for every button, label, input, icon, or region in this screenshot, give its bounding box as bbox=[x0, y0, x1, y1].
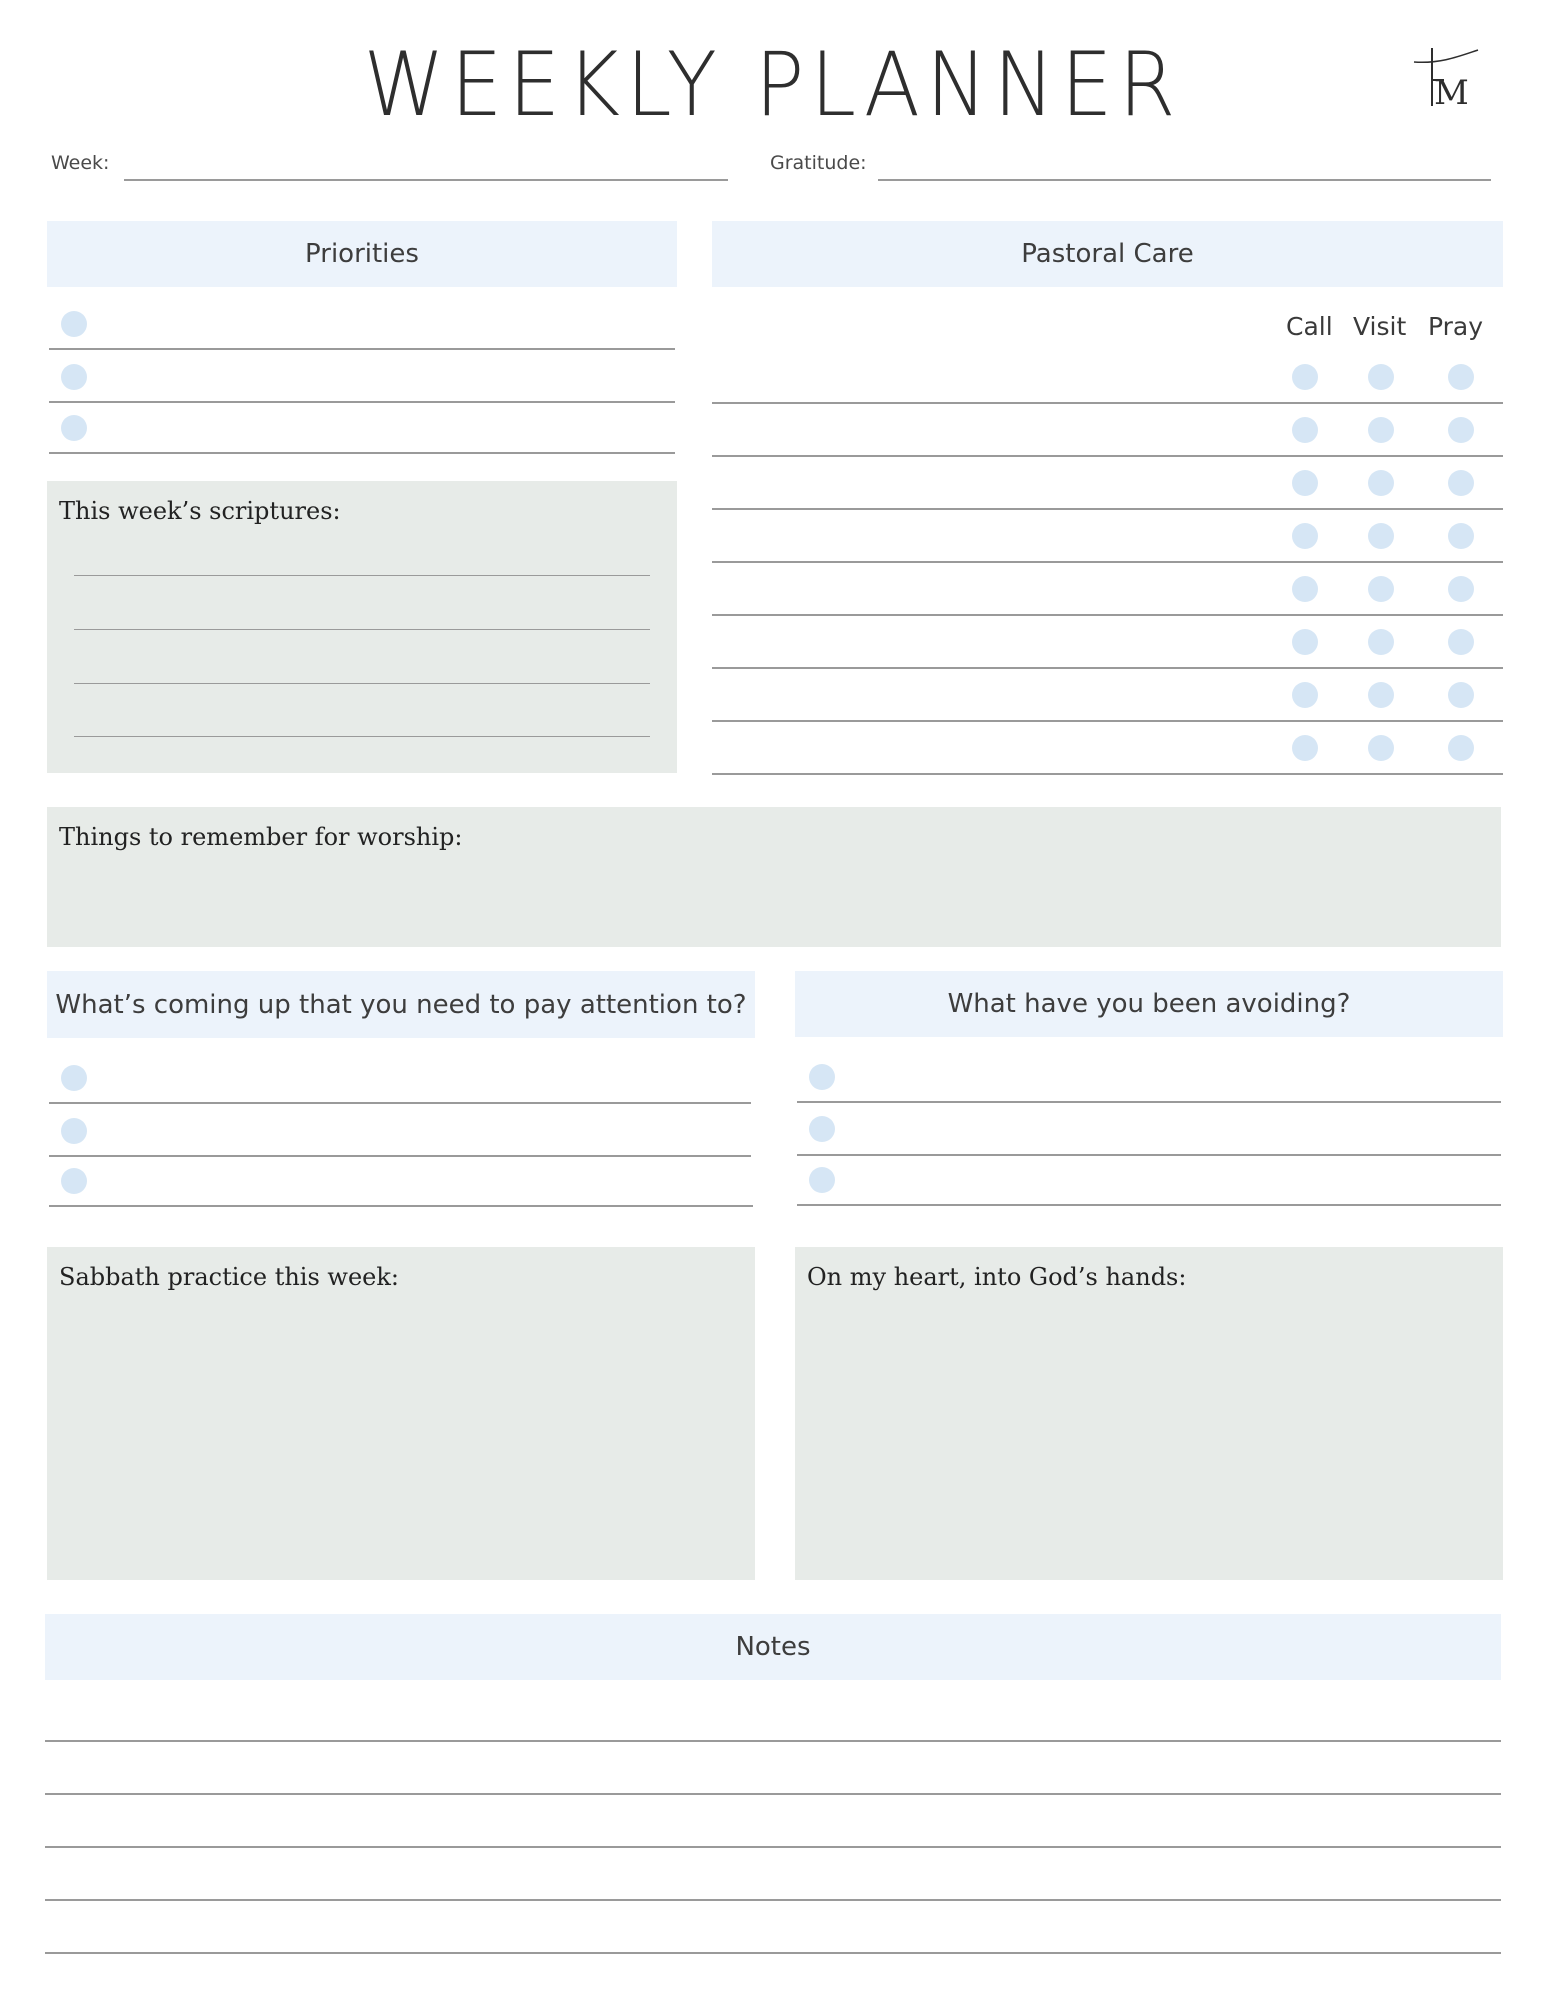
pastoral-pray-checkbox[interactable] bbox=[1448, 735, 1474, 761]
scripture-line[interactable] bbox=[74, 736, 650, 737]
pastoral-pray-checkbox[interactable] bbox=[1448, 364, 1474, 390]
pastoral-call-checkbox[interactable] bbox=[1292, 417, 1318, 443]
svg-text:M: M bbox=[1434, 73, 1469, 113]
notes-line[interactable] bbox=[45, 1846, 1501, 1848]
pastoral-visit-checkbox[interactable] bbox=[1368, 470, 1394, 496]
list-line[interactable] bbox=[49, 1102, 751, 1104]
scriptures-label: This week’s scriptures: bbox=[59, 497, 341, 525]
column-pray: Pray bbox=[1428, 312, 1484, 341]
priorities-title: Priorities bbox=[305, 239, 419, 269]
checkbox[interactable] bbox=[61, 1168, 87, 1194]
pastoral-name-line[interactable] bbox=[712, 508, 1503, 510]
notes-line[interactable] bbox=[45, 1740, 1501, 1742]
pastoral-pray-checkbox[interactable] bbox=[1448, 576, 1474, 602]
pastoral-visit-checkbox[interactable] bbox=[1368, 576, 1394, 602]
checkbox[interactable] bbox=[61, 1118, 87, 1144]
notes-line[interactable] bbox=[45, 1899, 1501, 1901]
coming-up-header bbox=[47, 971, 755, 1038]
pastoral-call-checkbox[interactable] bbox=[1292, 682, 1318, 708]
pastoral-visit-checkbox[interactable] bbox=[1368, 364, 1394, 390]
pastoral-visit-checkbox[interactable] bbox=[1368, 735, 1394, 761]
pastoral-visit-checkbox[interactable] bbox=[1368, 523, 1394, 549]
heart-box bbox=[795, 1247, 1503, 1580]
notes-title: Notes bbox=[735, 1632, 811, 1662]
scriptures-box bbox=[47, 481, 677, 773]
worship-label: Things to remember for worship: bbox=[59, 823, 463, 851]
pastoral-pray-checkbox[interactable] bbox=[1448, 417, 1474, 443]
notes-line[interactable] bbox=[45, 1793, 1501, 1795]
pastoral-name-line[interactable] bbox=[712, 561, 1503, 563]
gratitude-input-line[interactable] bbox=[878, 179, 1491, 181]
pastoral-name-line[interactable] bbox=[712, 720, 1503, 722]
pastoral-call-checkbox[interactable] bbox=[1292, 523, 1318, 549]
gratitude-label: Gratitude: bbox=[770, 152, 867, 174]
list-line[interactable] bbox=[49, 452, 675, 454]
priorities-header bbox=[47, 221, 677, 287]
scripture-line[interactable] bbox=[74, 575, 650, 576]
pastoral-name-line[interactable] bbox=[712, 773, 1503, 775]
checkbox[interactable] bbox=[809, 1167, 835, 1193]
pastoral-pray-checkbox[interactable] bbox=[1448, 629, 1474, 655]
pastoral-call-checkbox[interactable] bbox=[1292, 576, 1318, 602]
checkbox[interactable] bbox=[61, 311, 87, 337]
pastoral-visit-checkbox[interactable] bbox=[1368, 682, 1394, 708]
avoiding-header bbox=[795, 971, 1503, 1037]
coming-up-title: What’s coming up that you need to pay attention to? bbox=[55, 989, 747, 1020]
list-line[interactable] bbox=[49, 1155, 751, 1157]
column-visit: Visit bbox=[1353, 312, 1407, 341]
checkbox[interactable] bbox=[809, 1064, 835, 1090]
page-title: WEEKLY PLANNER bbox=[363, 34, 1182, 137]
checkbox[interactable] bbox=[809, 1116, 835, 1142]
pastoral-name-line[interactable] bbox=[712, 614, 1503, 616]
pastoral-name-line[interactable] bbox=[712, 667, 1503, 669]
pastoral-pray-checkbox[interactable] bbox=[1448, 470, 1474, 496]
list-line[interactable] bbox=[797, 1101, 1501, 1103]
pastoral-call-checkbox[interactable] bbox=[1292, 629, 1318, 655]
worship-box bbox=[47, 807, 1501, 947]
pastoral-name-line[interactable] bbox=[712, 455, 1503, 457]
list-line[interactable] bbox=[49, 401, 675, 403]
avoiding-title: What have you been avoiding? bbox=[947, 989, 1351, 1019]
pastoral-care-header bbox=[712, 221, 1503, 287]
notes-header bbox=[45, 1614, 1501, 1680]
scripture-line[interactable] bbox=[74, 629, 650, 630]
pastoral-visit-checkbox[interactable] bbox=[1368, 629, 1394, 655]
list-line[interactable] bbox=[49, 348, 675, 350]
pastoral-call-checkbox[interactable] bbox=[1292, 735, 1318, 761]
checkbox[interactable] bbox=[61, 415, 87, 441]
scripture-line[interactable] bbox=[74, 683, 650, 684]
sabbath-label: Sabbath practice this week: bbox=[59, 1263, 399, 1291]
list-line[interactable] bbox=[797, 1204, 1501, 1206]
pastoral-call-checkbox[interactable] bbox=[1292, 470, 1318, 496]
pastoral-care-title: Pastoral Care bbox=[1021, 239, 1194, 269]
pastoral-visit-checkbox[interactable] bbox=[1368, 417, 1394, 443]
heart-label: On my heart, into God’s hands: bbox=[807, 1263, 1187, 1291]
checkbox[interactable] bbox=[61, 1065, 87, 1091]
list-line[interactable] bbox=[797, 1154, 1501, 1156]
pastoral-pray-checkbox[interactable] bbox=[1448, 523, 1474, 549]
checkbox[interactable] bbox=[61, 364, 87, 390]
pastoral-name-line[interactable] bbox=[712, 402, 1503, 404]
notes-line[interactable] bbox=[45, 1952, 1501, 1954]
pastoral-pray-checkbox[interactable] bbox=[1448, 682, 1474, 708]
column-call: Call bbox=[1286, 312, 1333, 341]
week-input-line[interactable] bbox=[124, 179, 728, 181]
sabbath-box bbox=[47, 1247, 755, 1580]
pastoral-call-checkbox[interactable] bbox=[1292, 364, 1318, 390]
fm-monogram-logo bbox=[1410, 44, 1480, 114]
week-label: Week: bbox=[51, 152, 110, 174]
list-line[interactable] bbox=[49, 1205, 753, 1207]
